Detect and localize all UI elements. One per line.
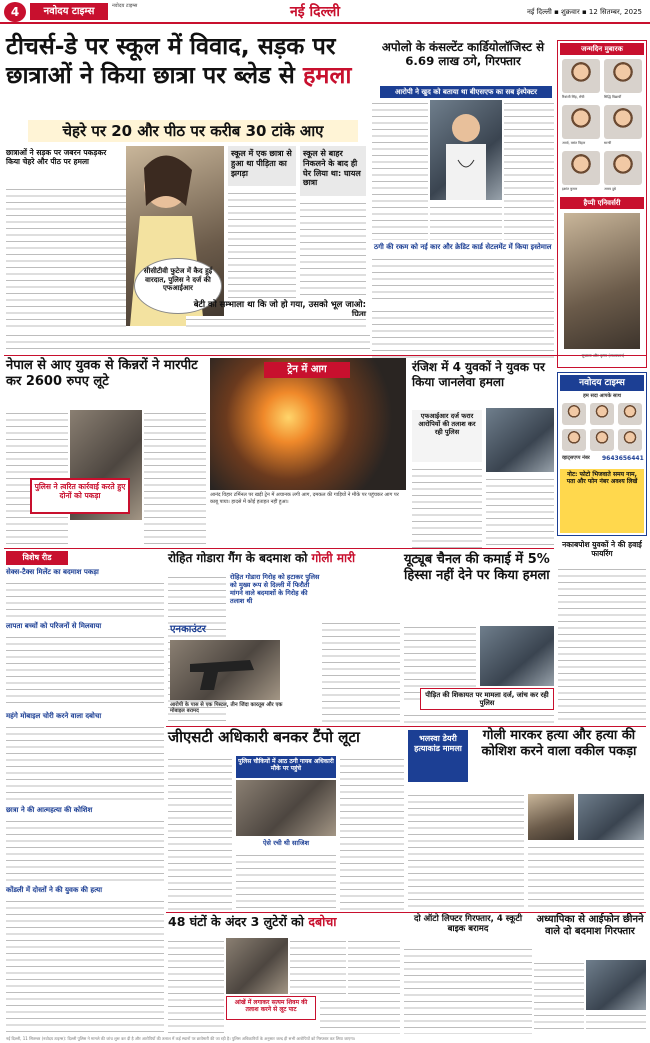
birthday-photo-2 bbox=[604, 59, 642, 93]
section-divider-3 bbox=[166, 726, 646, 727]
masthead bbox=[0, 0, 650, 24]
small-info: नवोदय टाइम्स bbox=[112, 3, 138, 9]
firing-headline: नकाबपोश युवकों ने की हवाई फायरिंग bbox=[562, 540, 642, 559]
birthday-name-3: आर्या, वसंत विहार bbox=[562, 141, 586, 145]
lead-footer-text bbox=[6, 332, 370, 352]
birthday-photo-4 bbox=[604, 105, 642, 139]
bhalswa-headline: गोली मारकर हत्या और हत्या की कोशिश करने वाला वकील पकड़ा bbox=[481, 728, 637, 759]
loot48-body-4 bbox=[348, 938, 400, 994]
nepal-headline: नेपाल से आए युवक से किन्नरों ने मारपीट कर 2600 रुपए लूटे bbox=[6, 358, 198, 389]
bhalswa-photo-1 bbox=[528, 794, 574, 840]
lead-box1-text bbox=[228, 190, 296, 298]
vishesh-text-1 bbox=[6, 580, 164, 618]
gst-headline: जीएसटी अधिकारी बनकर टैंपो लूटा bbox=[168, 728, 360, 746]
birthday-name-2: सिद्धि विद्यार्थी bbox=[604, 95, 622, 99]
loot48-body-3 bbox=[320, 998, 400, 1034]
iphone-headline: अध्यापिका से आईफोन छीनने वाले दो बदमाश गिरफ्तार bbox=[536, 914, 644, 938]
nepal-body-2 bbox=[144, 410, 206, 545]
date-line: नई दिल्ली ▪ शुक्रवार ▪ 12 सितम्बर, 2025 bbox=[527, 8, 642, 16]
apollo-body-4 bbox=[372, 256, 554, 304]
apollo-body-1 bbox=[372, 100, 428, 240]
pistol-icon bbox=[170, 640, 280, 700]
headline-highlight: दबोचा bbox=[308, 914, 337, 929]
gst-callout: पुलिस चौकियों में आठ ठगी गायब अधिकारी मौके पर पहुंचे bbox=[236, 756, 336, 778]
birthday-photo-3 bbox=[562, 105, 600, 139]
rohit-body-2 bbox=[322, 620, 400, 722]
lead-subhead: चेहरे पर 20 और पीठ पर करीब 30 टांके आए bbox=[28, 120, 358, 142]
birthday-photo-6 bbox=[604, 151, 642, 185]
lead-intro: छात्राओं ने सड़क पर जबरन पकड़कर किया चेहरे और पीठ पर हमला bbox=[6, 148, 107, 167]
apollo-headline: अपोलो के कंसल्टेंट कार्डियोलॉजिस्ट से 6.69 लाख ठगे, गिरफ्तार bbox=[381, 40, 545, 69]
gst-photo bbox=[236, 780, 336, 836]
page-number: 4 bbox=[4, 2, 26, 22]
train-caption: आनंद विहार टर्मिनल पर खड़ी ट्रेन में अचानक लगी आग, दमकल की गाड़ियों ने मौके पर पहुंचकर आग पर काबू पाया। हादसे में कोई हताहत नहीं हुआ। bbox=[210, 492, 399, 505]
vishesh-text-5 bbox=[6, 898, 164, 1034]
birthday-box bbox=[557, 40, 647, 368]
section-divider-4 bbox=[166, 912, 646, 913]
apollo-illustration bbox=[430, 100, 502, 200]
loot48-headline: 48 घंटों के अंदर 3 लुटेरों को दबोचा bbox=[168, 914, 337, 929]
doctor-illustration bbox=[430, 100, 502, 200]
auto-headline: दो ऑटो लिफ्टर गिरफ्तार, 4 स्कूटी बाइक बरामद bbox=[413, 914, 523, 935]
iphone-photo bbox=[586, 960, 646, 1010]
lead-box2-text bbox=[300, 200, 366, 298]
ranjish-body-1 bbox=[412, 466, 482, 548]
lead-body-text bbox=[6, 186, 126, 328]
navodaya-photo-1 bbox=[562, 403, 586, 425]
filler-text: नई दिल्ली, 11 सितम्बर (नवोदय टाइम्स): दिल्ली पुलिस ने मामले की जांच शुरू कर दी है और आरोपियों की तलाश में कई स्थानों पर छापेमारी की जा रही है। पुलिस अधिकारियों के अनुसार जल्द ही सभी आरोपियों को गिरफ्तार कर लिया जाएगा। bbox=[6, 1036, 356, 1041]
apollo-subhead: आरोपी ने खुद को बताया था बीएसएफ का सब इंस्पेक्टर bbox=[380, 86, 552, 98]
section-divider-2 bbox=[4, 548, 554, 549]
lead-quote-text bbox=[186, 316, 366, 330]
rohit-subhead: रोहित गोडारा गिरोह को हटाकर पुलिस को मुख्य रूप से दिल्ली में फिरौती मांगने वाले बदमाशों के गिरोह की तलाश थी bbox=[230, 573, 320, 605]
iphone-body-2 bbox=[586, 1012, 646, 1034]
vishesh-text-2 bbox=[6, 634, 164, 708]
vishesh-item-2: लापता बच्चों को परिजनों से मिलवाया bbox=[6, 622, 102, 630]
headline-highlight: हमला bbox=[302, 60, 352, 89]
rohit-encounter-label: एनकाउंटर bbox=[170, 624, 206, 635]
firing-body bbox=[558, 566, 646, 724]
auto-body bbox=[404, 946, 532, 1034]
vishesh-item-5: कोंडली में दोस्तों ने की युवक की हत्या bbox=[6, 886, 103, 894]
birthday-name-4: सान्वी bbox=[604, 141, 612, 145]
lead-box2: स्कूल से बाहर निकलने के बाद ही घेर लिया था: घायल छात्रा bbox=[300, 146, 366, 196]
navodaya-brand: नवोदय टाइम्स bbox=[560, 375, 644, 391]
gst-body-1 bbox=[168, 756, 232, 910]
bhalswa-body-1 bbox=[408, 792, 524, 910]
loot48-callout: आंखें में लगाकर सत्यम शिवम की तलाश करने से लूट पाट bbox=[226, 996, 316, 1020]
loot48-body-2 bbox=[290, 938, 346, 994]
city-title: नई दिल्ली bbox=[290, 4, 341, 20]
birthday-title: जन्मदिन मुबारक bbox=[560, 43, 644, 55]
anniversary-photo bbox=[564, 213, 640, 349]
apollo-footer-text bbox=[372, 308, 554, 358]
vishesh-label: विशेष रीड bbox=[6, 551, 68, 565]
rohit-headline-text: रोहित गोडारा गैंग के बदमाश को गोली मारी bbox=[168, 551, 356, 565]
bhalswa-body-2 bbox=[528, 844, 644, 910]
anniversary-title: हैप्पी एनिवर्सरी bbox=[560, 197, 644, 209]
ranjish-body-2 bbox=[486, 476, 554, 548]
lead-box1: स्कूल में एक छात्रा से हुआ था पीड़िता का झगड़ा bbox=[228, 146, 296, 186]
gst-photo-caption: ऐसे रची थी साजिश bbox=[262, 839, 310, 847]
navodaya-photo-5 bbox=[590, 429, 614, 451]
ranjish-headline: रंजिश में 4 युवकों ने युवक पर किया जानलेवा हमला bbox=[412, 360, 545, 389]
youtube-headline: यूट्यूब चैनल की कमाई में 5% हिस्सा नहीं देने पर किया हमला bbox=[404, 552, 550, 583]
paper-logo: नवोदय टाइम्स bbox=[30, 3, 108, 20]
birthday-name-6: आरव दुबे bbox=[604, 187, 616, 191]
apollo-body-3 bbox=[504, 100, 554, 240]
train-fire-photo bbox=[210, 358, 406, 490]
rohit-photo-caption: आरोपी के पास से एक पिस्टल, तीन जिंदा कारतूस और एक मोबाइल बरामद bbox=[170, 702, 283, 714]
gst-body-2 bbox=[236, 852, 336, 910]
lead-callout: सीसीटीवी फुटेज में कैद हुई वारदात, पुलिस ने दर्ज की एफआईआर bbox=[134, 258, 222, 314]
vishesh-item-3: महंगे मोबाइल चोरी करने वाला दबोचा bbox=[6, 712, 102, 720]
gst-body-3 bbox=[340, 756, 404, 910]
navodaya-photo-2 bbox=[590, 403, 614, 425]
youtube-body-2 bbox=[404, 712, 554, 724]
headline-highlight: गोली मारी bbox=[311, 551, 356, 565]
birthday-name-1: रिवांशी सिंह, राँची bbox=[562, 95, 585, 99]
train-label: ट्रेन में आग bbox=[264, 362, 350, 378]
birthday-name-5: इशांत कुमार bbox=[562, 187, 578, 191]
navodaya-photo-6 bbox=[618, 429, 642, 451]
youtube-callout: पीड़ित की शिकायत पर मामला दर्ज, जांच कर रही पुलिस bbox=[420, 688, 554, 710]
lead-headline bbox=[6, 32, 366, 118]
youtube-illustration bbox=[480, 626, 554, 686]
navodaya-number: 9643656441 bbox=[602, 455, 644, 462]
apollo-sub2: ठगी की रकम को नई कार और क्रेडिट कार्ड सेटलमेंट में किया इस्तेमाल bbox=[374, 243, 552, 251]
vishesh-item-4: छात्रा ने की आत्महत्या की कोशिश bbox=[6, 806, 93, 814]
vishesh-item-1: सेक्स-टैक्स मिलेंट का बदमाश पकड़ा bbox=[6, 568, 99, 576]
rohit-headline bbox=[168, 551, 400, 569]
section-divider bbox=[4, 355, 647, 356]
apollo-body-2 bbox=[430, 204, 502, 240]
birthday-photo-5 bbox=[562, 151, 600, 185]
nepal-callout: पुलिस ने त्वरित कार्रवाई करते हुए दोनों को पकड़ा bbox=[30, 478, 130, 514]
iphone-body-1 bbox=[534, 960, 584, 1034]
navodaya-photo-3 bbox=[618, 403, 642, 425]
lead-quote: बेटी को सम्भाला था कि जो हो गया, उसको भूल जाओ: bbox=[193, 300, 366, 310]
navodaya-number-label: व्हाट्सएप्प नंबर bbox=[562, 455, 590, 461]
ranjish-illustration bbox=[486, 408, 554, 472]
navodaya-box bbox=[557, 372, 647, 536]
bhalswa-label: भलस्वा डेयरी हत्याकांड मामला bbox=[408, 730, 468, 782]
lead-headline-text: टीचर्स-डे पर स्कूल में विवाद, सड़क पर छात्राओं ने किया छात्रा पर ब्लेड से हमला bbox=[6, 32, 352, 89]
rohit-photo bbox=[170, 640, 280, 700]
vishesh-text-3 bbox=[6, 724, 164, 802]
birthday-photo-1 bbox=[562, 59, 600, 93]
navodaya-tagline: हम सदा आपके साथ bbox=[583, 393, 621, 399]
navodaya-photo-4 bbox=[562, 429, 586, 451]
vishesh-text-4 bbox=[6, 818, 164, 882]
ranjish-subhead: एफआईआर दर्ज फरार आरोपियों की तलाश कर रही पुलिस bbox=[412, 410, 482, 462]
loot48-body-1 bbox=[168, 938, 224, 1034]
bhalswa-photo-2 bbox=[578, 794, 644, 840]
navodaya-note: नोट: फोटो भिजवाते समय नाम, पता और फोन नंबर अवश्य लिखें bbox=[560, 469, 644, 533]
loot48-photo bbox=[226, 938, 288, 994]
